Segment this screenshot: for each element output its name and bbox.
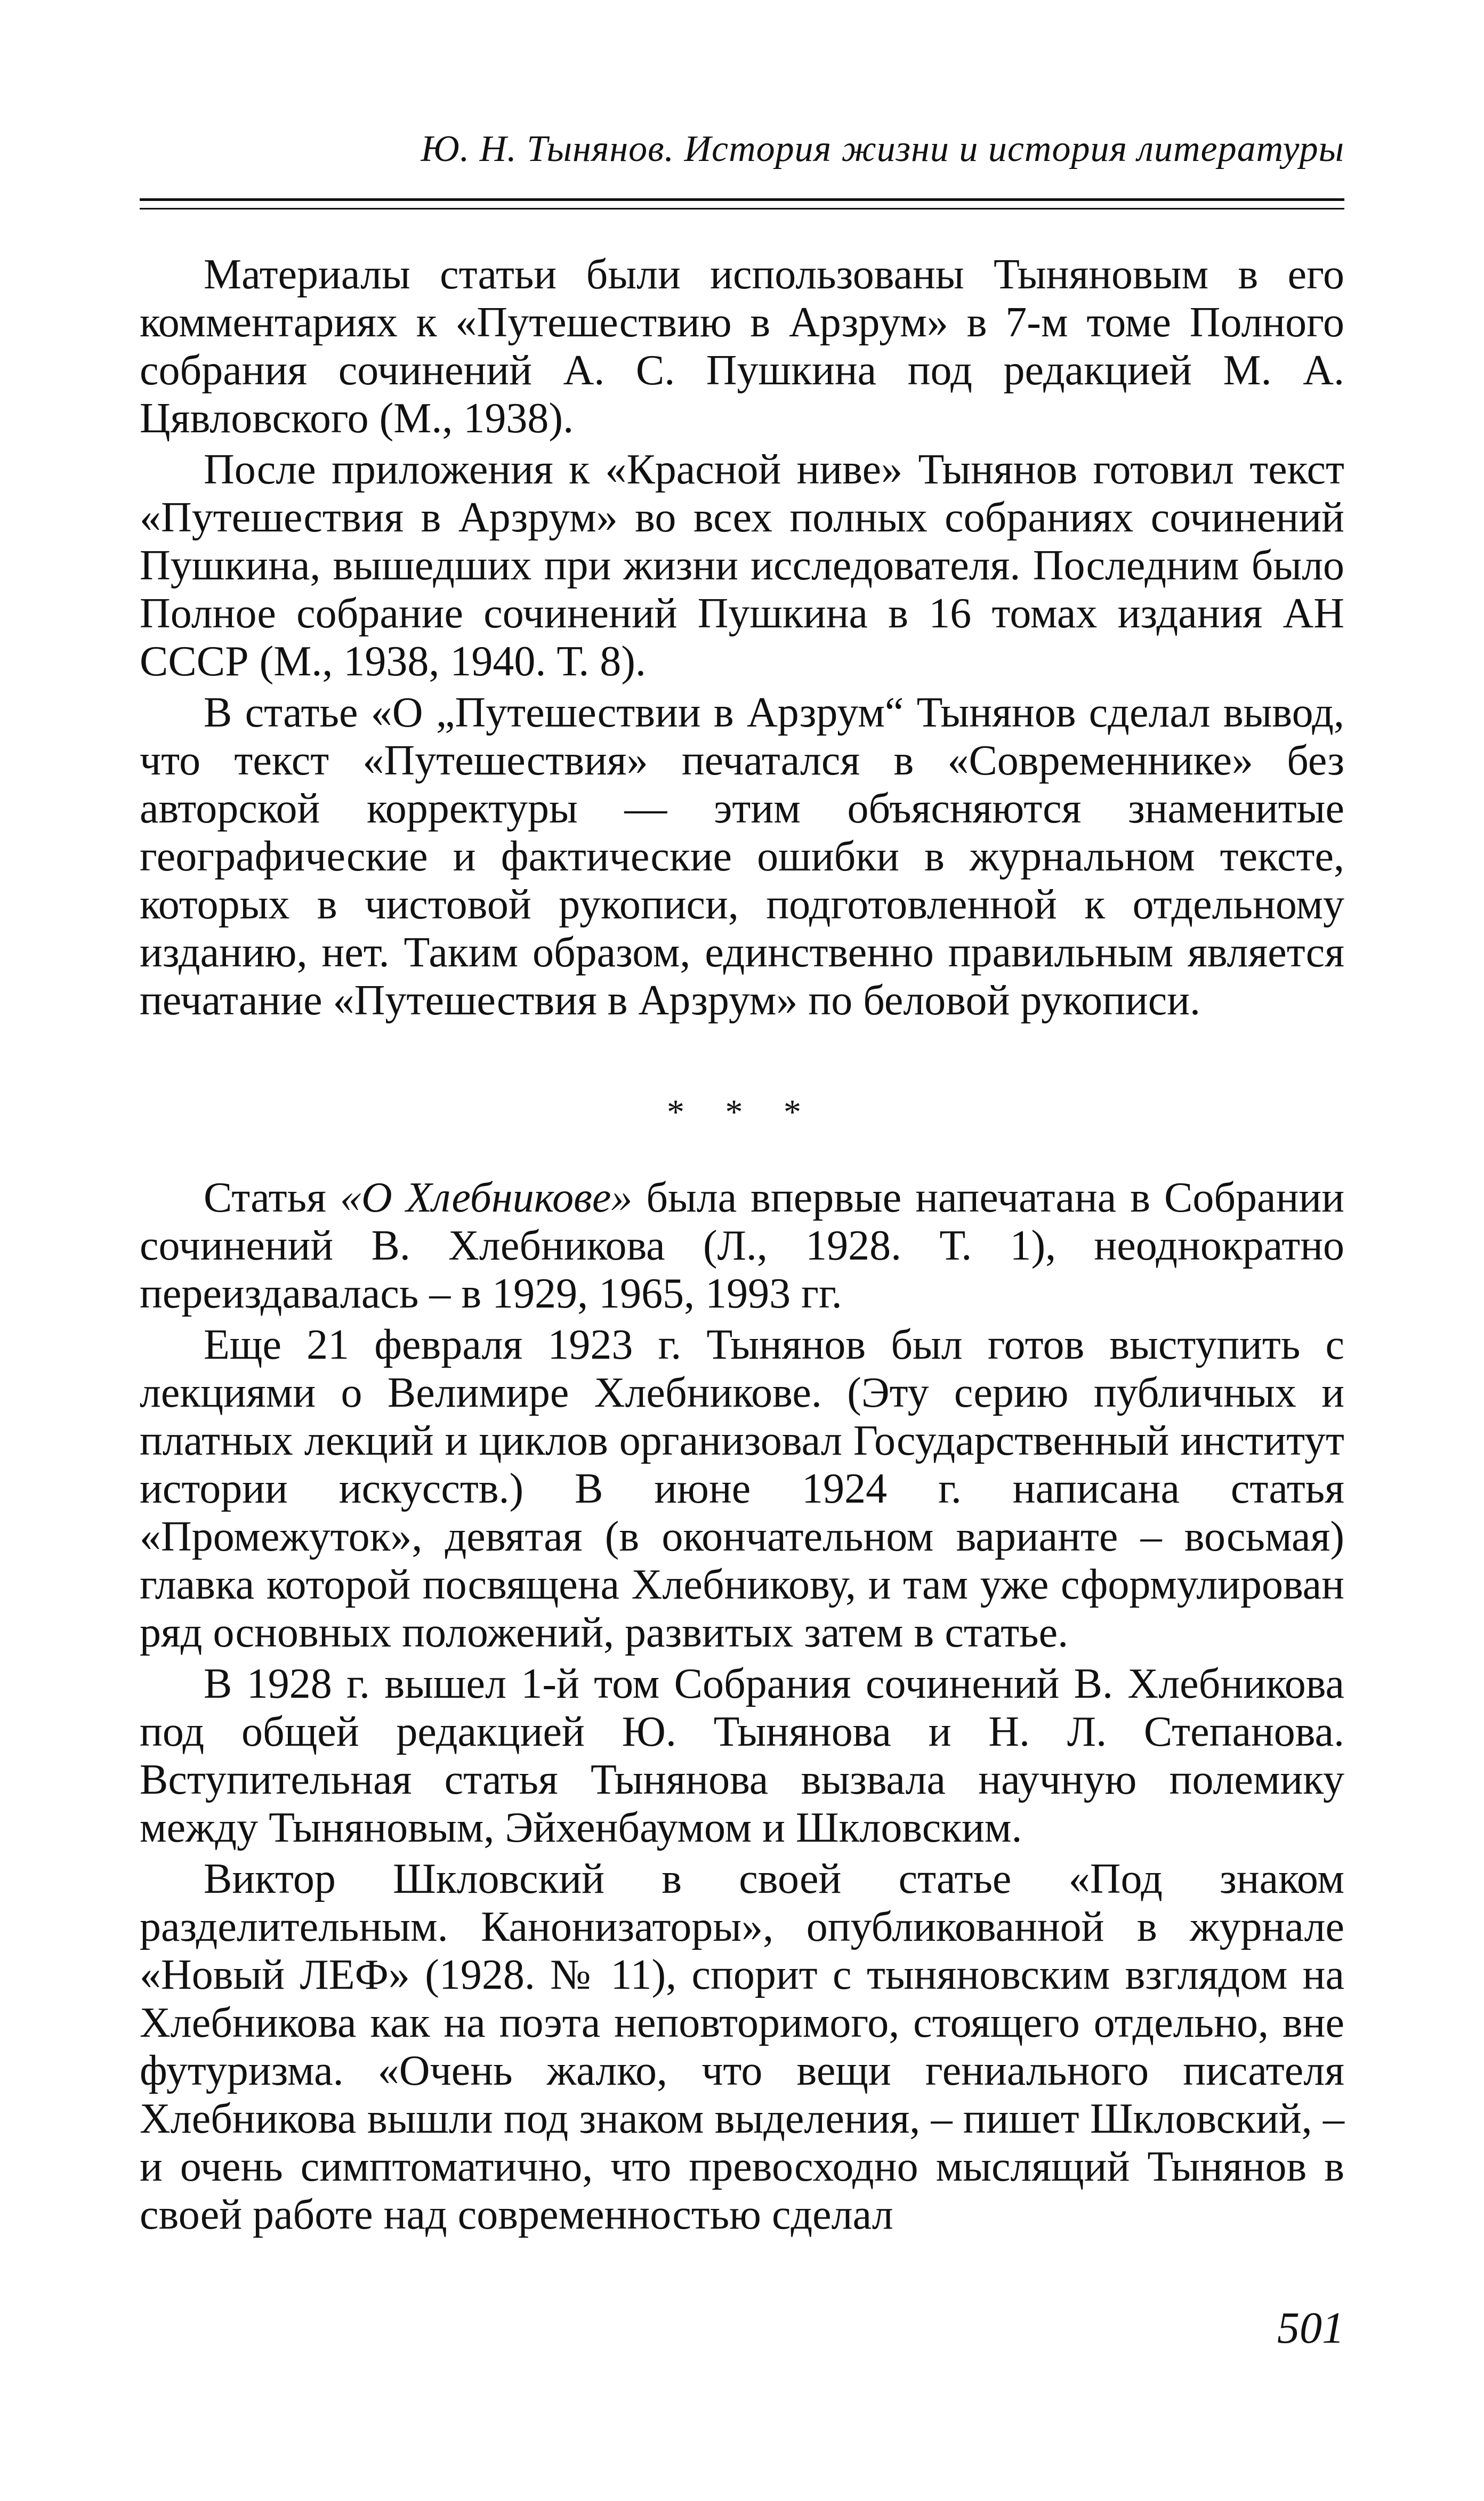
paragraph-text: была впервые напечатана в Собрании сочинений В. Хлебникова (Л., 1928. Т. 1), неоднократно переиздавалась – в 1929, 1965, 1993 гг. bbox=[140, 1174, 1345, 1317]
page-body bbox=[140, 251, 1344, 2242]
paragraph-text: Статья bbox=[204, 1174, 340, 1221]
paragraph: Виктор Шкловский в своей статье «Под знаком разделительным. Канонизаторы», опубликованной в журнале «Новый ЛЕФ» (1928. № 11), спорит с тыняновским взглядом на Хлебникова как на поэта неповторимого, стоящего отдельно, вне футуризма. «Очень жалко, что вещи гениального писателя Хлебникова вышли под знаком выделения, – пишет Шкловский, – и очень симптоматично, что превосходно мыслящий Тынянов в своей работе над современностью сделал bbox=[140, 1855, 1344, 2238]
paragraph: Еще 21 февраля 1923 г. Тынянов был готов выступить с лекциями о Велимире Хлебникове. (Эту серию публичных и платных лекций и циклов организовал Государственный институт истории искусств.) В июне 1924 г. написана статья «Промежуток», девятая (в окончательном варианте – восьмая) главка которой посвящена Хлебникову, и там уже сформулирован ряд основных положений, развитых затем в статье. bbox=[140, 1321, 1344, 1656]
paragraph: В статье «О „Путешествии в Арзрум“ Тынянов сделал вывод, что текст «Путешествия» печатался в «Современнике» без авторской корректуры — этим объясняются знаменитые географические и фактические ошибки в журнальном тексте, которых в чистовой рукописи, подготовленной к отдельному изданию, нет. Таким образом, единственно правильным является печатание «Путешествия в Арзрум» по беловой рукописи. bbox=[140, 689, 1344, 1024]
paragraph: После приложения к «Красной ниве» Тынянов готовил текст «Путешествия в Арзрум» во всех полных собраниях сочинений Пушкина, вышедших при жизни исследователя. Последним было Полное собрание сочинений Пушкина в 16 томах издания АН СССР (М., 1938, 1940. Т. 8). bbox=[140, 446, 1344, 685]
paragraph: В 1928 г. вышел 1-й том Собрания сочинений В. Хлебникова под общей редакцией Ю. Тынянова и Н. Л. Степанова. Вступительная статья Тынянова вызвала научную полемику между Тыняновым, Эйхенбаумом и Шкловским. bbox=[140, 1660, 1344, 1851]
paragraph: Материалы статьи были использованы Тыняновым в его комментариях к «Путешествию в Арзрум» в 7-м томе Полного собрания сочинений А. С. Пушкина под редакцией М. А. Цявловского (М., 1938). bbox=[140, 251, 1344, 442]
header-rule-thick bbox=[140, 198, 1344, 201]
section-divider: * * * bbox=[667, 1093, 817, 1132]
page-number: 501 bbox=[1277, 2303, 1344, 2353]
article-title: «О Хлебникове» bbox=[340, 1174, 633, 1221]
running-head: Ю. Н. Тынянов. История жизни и история литературы bbox=[421, 128, 1344, 170]
paragraph bbox=[140, 1174, 1344, 1318]
header-rule-thin bbox=[140, 208, 1344, 209]
